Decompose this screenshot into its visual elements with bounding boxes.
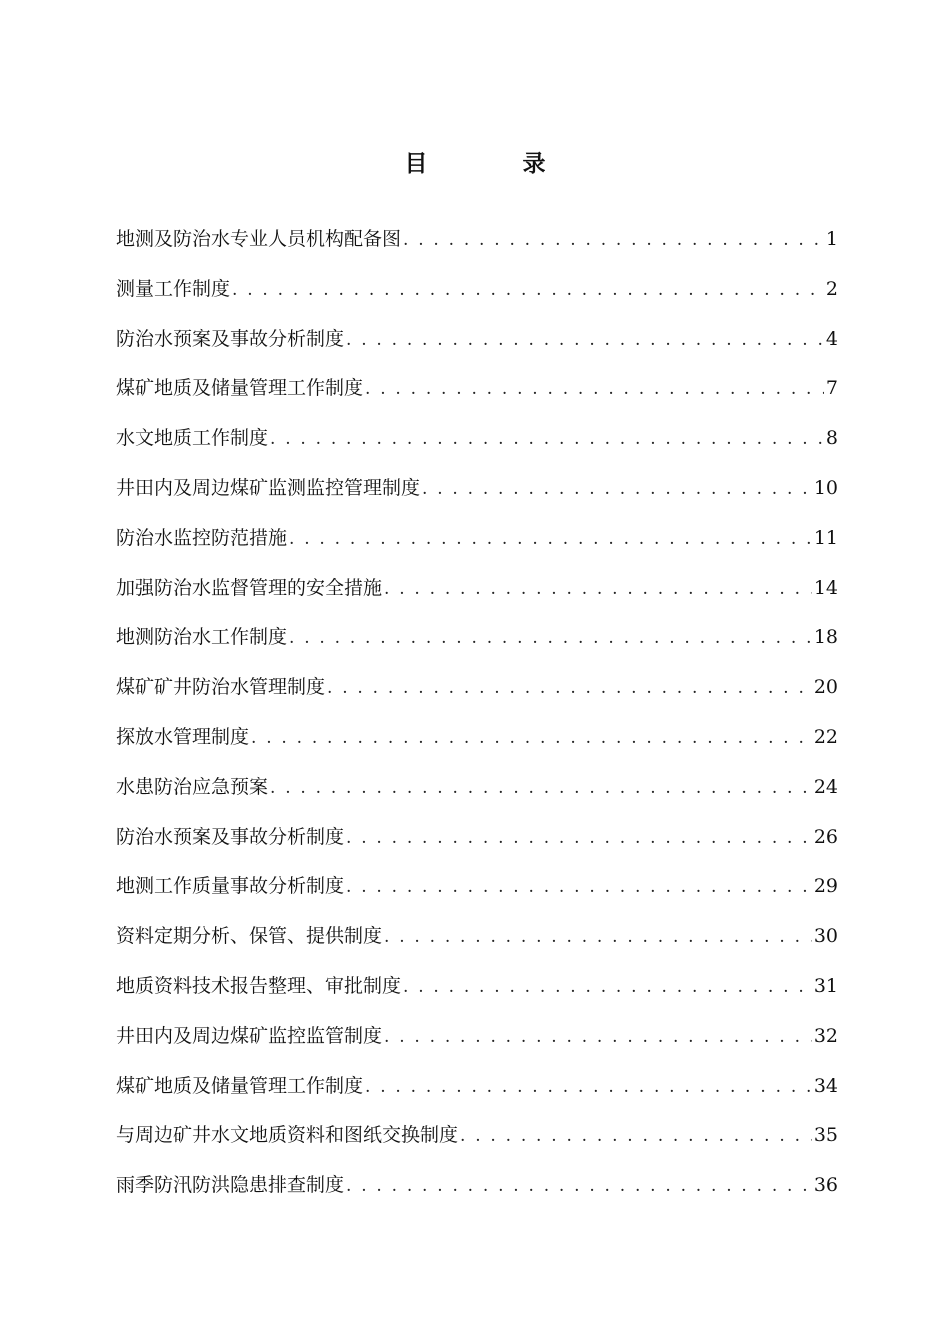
toc-entry[interactable] <box>116 470 838 520</box>
dot-leader <box>346 322 824 358</box>
toc-entry-title: 与周边矿井水文地质资料和图纸交换制度 <box>116 1124 459 1147</box>
dot-leader <box>384 571 812 607</box>
toc-entry[interactable] <box>116 819 838 869</box>
dot-leader <box>384 1019 812 1055</box>
page-title: 目 录 <box>404 150 582 177</box>
toc-entry[interactable] <box>116 420 838 470</box>
toc-entry-title: 防治水预案及事故分析制度 <box>116 825 345 848</box>
toc-entry-title: 探放水管理制度 <box>116 725 250 748</box>
dot-leader <box>403 222 824 258</box>
toc-entry-title: 井田内及周边煤矿监控监管制度 <box>116 1024 383 1047</box>
toc-entry-title: 雨季防汛防洪隐患排查制度 <box>116 1174 345 1197</box>
toc-entry-page-number: 32 <box>813 1024 838 1047</box>
dot-leader <box>289 620 812 656</box>
toc-entry-title: 防治水监控防范措施 <box>116 526 288 549</box>
toc-entry[interactable] <box>116 719 838 769</box>
toc-entry[interactable] <box>116 669 838 719</box>
toc-entry-page-number: 7 <box>825 377 838 400</box>
toc-entry-page-number: 22 <box>813 725 838 748</box>
toc-entry-title: 地测工作质量事故分析制度 <box>116 875 345 898</box>
toc-entry[interactable] <box>116 918 838 968</box>
toc-entry-title: 加强防治水监督管理的安全措施 <box>116 576 383 599</box>
dot-leader <box>289 521 812 557</box>
toc-entry[interactable] <box>116 321 838 371</box>
toc-entry-page-number: 34 <box>813 1074 838 1097</box>
dot-leader <box>460 1118 812 1154</box>
toc-entry-title: 地测及防治水专业人员机构配备图 <box>116 228 402 250</box>
dot-leader <box>232 272 824 308</box>
toc-entry-title: 地质资料技术报告整理、审批制度 <box>116 974 402 997</box>
toc-entry-page-number: 26 <box>813 825 838 848</box>
toc-entry-title: 水文地质工作制度 <box>116 427 269 450</box>
dot-leader <box>384 919 812 955</box>
toc-entry-page-number: 20 <box>813 676 838 699</box>
toc-entry[interactable] <box>116 968 838 1018</box>
dot-leader <box>251 720 812 756</box>
toc-entry[interactable] <box>116 1167 838 1217</box>
toc-entry-title: 防治水预案及事故分析制度 <box>116 327 345 350</box>
toc-entry-page-number: 24 <box>813 775 838 798</box>
dot-leader <box>365 371 824 407</box>
toc-entry[interactable] <box>116 1018 838 1068</box>
dot-leader <box>403 969 812 1005</box>
toc-entry-page-number: 4 <box>825 327 838 350</box>
toc-entry-title: 测量工作制度 <box>116 277 231 300</box>
dot-leader <box>327 670 812 706</box>
toc-entry-page-number: 35 <box>813 1124 838 1147</box>
toc-entry-title: 资料定期分析、保管、提供制度 <box>116 925 383 948</box>
toc-entry-page-number: 2 <box>825 277 838 300</box>
dot-leader <box>270 770 812 806</box>
dot-leader <box>270 421 824 457</box>
toc-entry-page-number: 14 <box>813 576 838 599</box>
toc-entry-page-number: 36 <box>813 1174 838 1197</box>
toc-entry-page-number: 11 <box>813 526 838 549</box>
dot-leader <box>346 820 812 856</box>
toc-entry-page-number: 10 <box>813 476 838 499</box>
toc-entry[interactable] <box>116 570 838 620</box>
toc-entry-page-number: 8 <box>825 427 838 450</box>
toc-entry-title: 地测防治水工作制度 <box>116 626 288 649</box>
toc-entry-page-number: 1 <box>825 228 838 250</box>
table-of-contents <box>116 221 838 1217</box>
toc-entry-title: 煤矿地质及储量管理工作制度 <box>116 1074 364 1097</box>
toc-entry[interactable] <box>116 1068 838 1118</box>
toc-entry-page-number: 29 <box>813 875 838 898</box>
toc-entry[interactable] <box>116 221 838 271</box>
toc-entry[interactable] <box>116 868 838 918</box>
toc-entry[interactable] <box>116 370 838 420</box>
dot-leader <box>346 869 812 905</box>
toc-entry-page-number: 30 <box>813 925 838 948</box>
toc-entry-title: 煤矿矿井防治水管理制度 <box>116 676 326 699</box>
dot-leader <box>365 1069 812 1105</box>
toc-entry[interactable] <box>116 769 838 819</box>
toc-entry-title: 水患防治应急预案 <box>116 775 269 798</box>
dot-leader <box>422 471 812 507</box>
toc-entry-page-number: 18 <box>813 626 838 649</box>
toc-entry[interactable] <box>116 520 838 570</box>
toc-entry-title: 井田内及周边煤矿监测监控管理制度 <box>116 476 421 499</box>
toc-entry-title: 煤矿地质及储量管理工作制度 <box>116 377 364 400</box>
dot-leader <box>346 1168 812 1204</box>
toc-entry[interactable] <box>116 271 838 321</box>
toc-entry-page-number: 31 <box>813 974 838 997</box>
toc-entry[interactable] <box>116 1117 838 1167</box>
toc-entry[interactable] <box>116 619 838 669</box>
